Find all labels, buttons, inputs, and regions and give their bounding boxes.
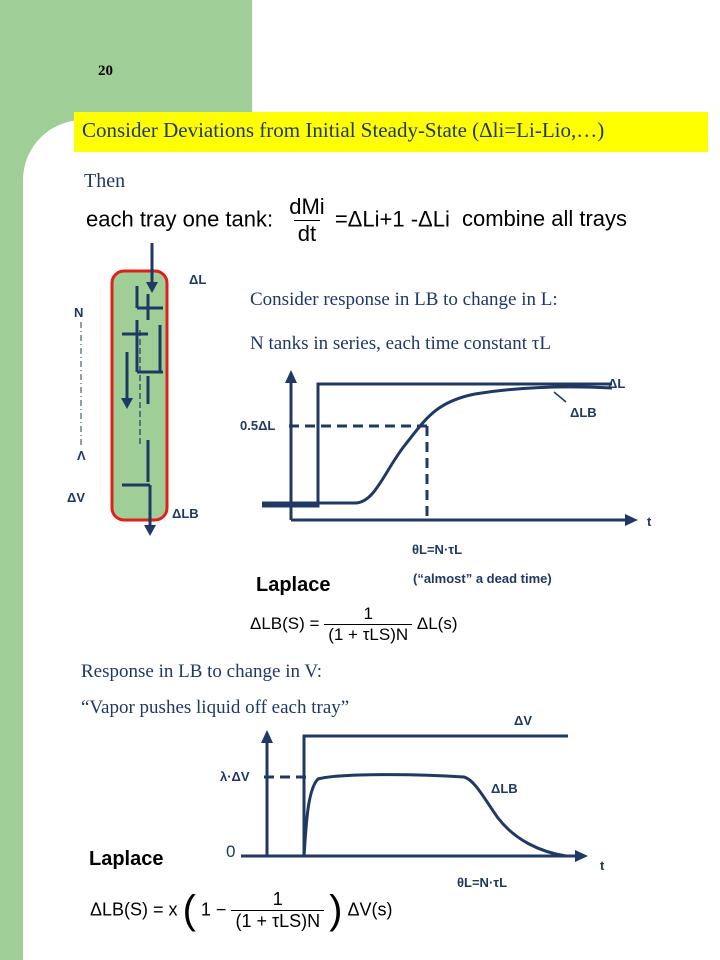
- laplace2-denominator: (1 + τLS)N: [231, 910, 324, 932]
- chart1-label-dl: ΔL: [608, 376, 626, 391]
- column-label-dv: ΔV: [67, 490, 86, 505]
- laplace1-rhs: ΔL(s): [416, 613, 458, 633]
- laplace2-numerator: 1: [272, 889, 283, 909]
- section1-line2: N tanks in series, each time constant τL: [250, 333, 551, 354]
- section2-line2: “Vapor pushes liquid off each tray”: [81, 697, 350, 718]
- chart1-label-dlb: ΔLB: [570, 405, 597, 420]
- chart2-y-arrow: [261, 730, 273, 743]
- laplace2-close-paren: ): [329, 888, 343, 932]
- laplace1-lhs: ΔLB(S) =: [250, 613, 320, 633]
- eq1-denominator: dt: [294, 220, 320, 247]
- eq1-suffix: combine all trays: [461, 206, 628, 232]
- slide-title: Consider Deviations from Initial Steady-State (Δli=Li-Lio,…): [82, 118, 605, 142]
- laplace1-fraction: [324, 604, 412, 645]
- chart1-y-arrow: [285, 370, 297, 383]
- then-text: Then: [84, 170, 126, 192]
- column-label-top: ΔL: [189, 272, 207, 287]
- column-label-bottom: ΔLB: [172, 506, 199, 521]
- laplace2-open-paren: (: [182, 888, 196, 932]
- chart1-label-theta: θL=N·τL: [412, 542, 463, 557]
- laplace1-equation: [250, 604, 458, 645]
- chart1-axes: [291, 382, 627, 520]
- chart2-label-lambda-dv: λ·ΔV: [220, 769, 250, 784]
- laplace2-fraction: [231, 889, 324, 932]
- section2-line1: Response in LB to change in V:: [81, 661, 322, 682]
- chart1-label-half: 0.5ΔL: [240, 418, 276, 433]
- laplace2-word: Laplace: [89, 848, 164, 870]
- chart2-label-theta: θL=N·τL: [457, 875, 508, 890]
- chart2-x-arrow: [575, 850, 588, 862]
- chart1-label-t: t: [647, 514, 652, 529]
- slide-number: 20: [98, 63, 113, 79]
- chart1-label-almost: (“almost” a dead time): [413, 571, 552, 586]
- eq1-numerator: dMi: [289, 194, 325, 219]
- chart1-step-input: [262, 384, 612, 506]
- chart2-label-dlb: ΔLB: [491, 781, 518, 796]
- chart2-response-curve: [304, 775, 566, 856]
- eq1-prefix: each tray one tank:: [86, 206, 274, 232]
- laplace1-numerator: 1: [363, 604, 373, 623]
- laplace2-rhs: ΔV(s): [347, 899, 393, 920]
- chart2-label-zero: 0: [226, 842, 236, 861]
- laplace1-word: Laplace: [256, 574, 331, 596]
- laplace2-equation: [90, 888, 393, 933]
- chart1-pointer: [554, 392, 566, 402]
- chart2-label-t: t: [600, 858, 605, 873]
- laplace1-denominator: (1 + τLS)N: [324, 624, 412, 645]
- laplace2-lhs: ΔLB(S) = x: [90, 899, 178, 920]
- section1-line1: Consider response in LB to change in L:: [250, 289, 558, 310]
- column-label-n: N: [74, 305, 84, 320]
- eq1-rhs: =ΔLi+1 -ΔLi: [334, 206, 450, 232]
- chart2-label-dv: ΔV: [514, 713, 533, 728]
- laplace2-one: 1 −: [200, 899, 227, 920]
- column-label-lambda: Λ: [77, 448, 86, 463]
- chart1-response-curve: [262, 387, 612, 503]
- chart1-x-arrow: [625, 514, 638, 526]
